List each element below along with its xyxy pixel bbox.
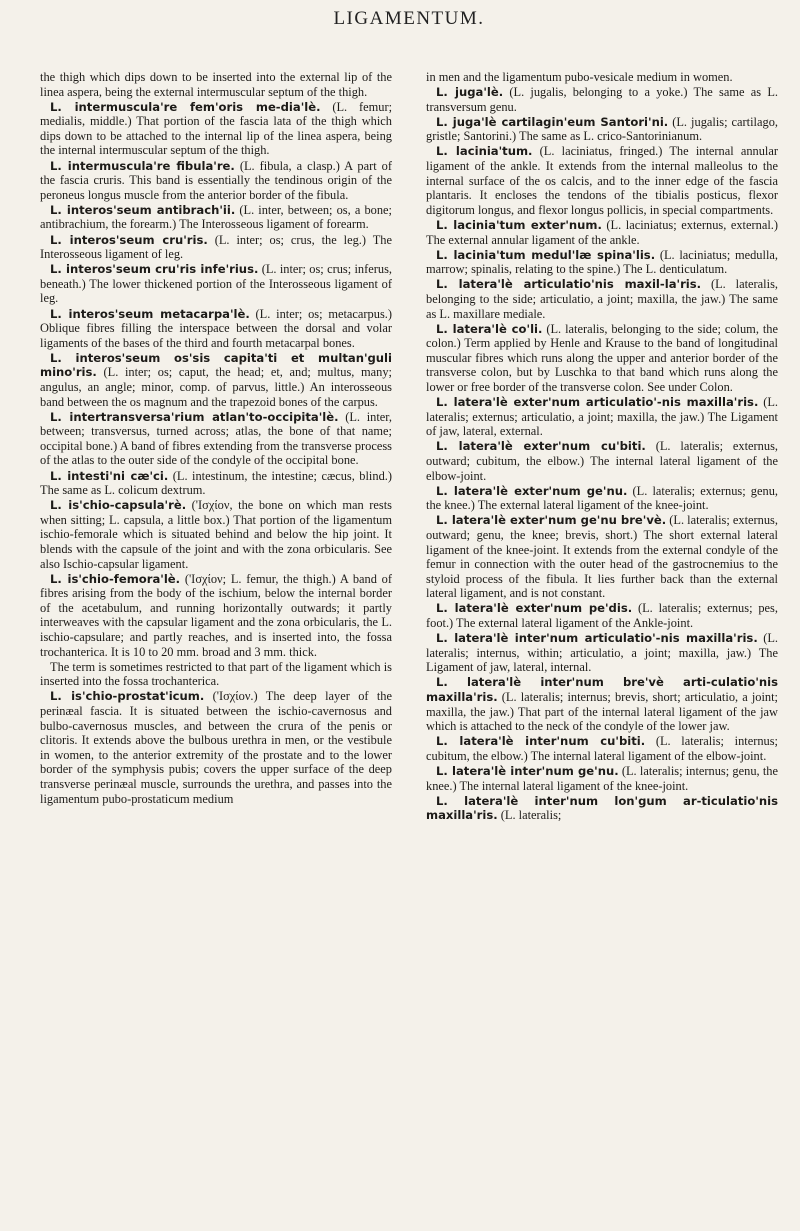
- dictionary-entry: [426, 734, 778, 763]
- running-head: LIGAMENTUM.: [333, 8, 485, 29]
- entry-definition: ('Ισχίον, the bone on which man rests when sitting; L. capsula, a little box.) That portion of the ligamentum ischio-femorale which is situated behind and below the hip joint. It blends with the capsule of the joint and with the zona orbicularis. See also Ischio-capsular ligament.: [40, 498, 392, 571]
- entry-headword: L. intermuscula're fem'oris me-dia'lè.: [50, 99, 321, 114]
- entry-headword: L. latera'lè inter'num lon'gum ar-ticulatio'nis maxilla'ris.: [426, 793, 778, 823]
- entry-headword: L. interos'seum antibrach'ii.: [50, 202, 236, 217]
- entry-headword: L. is'chio-prostat'icum.: [50, 689, 205, 704]
- entry-headword: L. latera'lè inter'num cu'biti.: [436, 734, 646, 749]
- dictionary-entry: [426, 395, 778, 439]
- dictionary-entry: [40, 307, 392, 351]
- dictionary-entry: [40, 233, 392, 262]
- dictionary-entry: [426, 675, 778, 733]
- dictionary-entry: [426, 631, 778, 675]
- entry-headword: L. juga'lè.: [436, 85, 504, 100]
- entry-definition: (L. lateralis; externus; articulatio, a joint; maxilla, the jaw.) The Ligament of jaw, lateral, external.: [426, 395, 779, 439]
- dictionary-entry: [426, 85, 778, 114]
- entry-definition: (L. lateralis; externus; pes, foot.) The external lateral ligament of the Ankle-joint.: [426, 601, 778, 630]
- dictionary-entry: [40, 159, 392, 203]
- dictionary-entry: [40, 469, 392, 498]
- dictionary-entry: [40, 410, 392, 468]
- dictionary-entry: [40, 660, 392, 689]
- dictionary-entry: [426, 764, 778, 793]
- entry-headword: L. latera'lè exter'num articulatio'-nis maxilla'ris.: [436, 395, 759, 410]
- dictionary-entry: [426, 439, 778, 483]
- entry-definition: (L. inter; os; crus, the leg.) The Interosseous ligament of leg.: [40, 232, 392, 262]
- dictionary-entry: [40, 262, 392, 306]
- entry-headword: L. intertransversa'rium atlan'to-occipita'lè.: [50, 409, 339, 424]
- dictionary-entry: [426, 248, 778, 277]
- entry-headword: L. latera'lè articulatio'nis maxil-la'ris.: [436, 277, 702, 292]
- dictionary-entry: [40, 203, 392, 232]
- entry-headword: L. interos'seum metacarpa'lè.: [50, 306, 250, 321]
- left-column: [40, 70, 392, 823]
- entry-definition: ('Ισχίον.) The deep layer of the perinæal fascia. It is situated between the ischio-cavernosus and bulbo-cavernosus muscles, and between the crura of the penis or clitoris. It extends above the bulbous urethra in men, or the vestibule in women, to the anterior extremity of the prostate and to the lower border of the symphysis pubis; covers the upper surface of the deep transverse perinæal muscle, surrounds the urethra, and passes into the ligamentum pubo-prostaticum medium: [40, 689, 392, 806]
- entry-headword: L. latera'lè inter'num bre'vè arti-culatio'nis maxilla'ris.: [426, 675, 778, 704]
- entry-definition: (L. lateralis; externus; genu, the knee.) The external lateral ligament of the knee-joint.: [426, 483, 778, 513]
- entry-headword: L. is'chio-capsula'rè.: [50, 498, 187, 513]
- entry-definition: (L. laciniatus, fringed.) The internal annular ligament of the ankle. It extends from the internal malleolus to the internal surface of the os calcis, and to the inner edge of the fascia plantaris. It encloses the tendons of the tibialis posticus, flexor digitorum longus, and flexor longus pollicis, in special compartments.: [426, 144, 779, 217]
- entry-definition: (L. intestinum, the intestine; cæcus, blind.) The same as L. colicum dextrum.: [40, 468, 392, 498]
- entry-headword: L. latera'lè exter'num ge'nu bre'vè.: [436, 513, 667, 528]
- entry-headword: L. lacinia'tum.: [436, 144, 533, 159]
- entry-definition: (L. laciniatus; medulla, marrow; spinalis, relating to the spine.) The L. denticulatum.: [426, 247, 778, 277]
- entry-headword: L. juga'lè cartilagin'eum Santori'ni.: [436, 114, 669, 129]
- entry-definition: (L. lateralis, belonging to the side; colum, the colon.) Term applied by Henle and Krause to the band of longitudinal muscular fibres which runs along the upper and anterior border of the transverse colon, but by Luschka to that band which runs along the lower or free border of the transverse colon. See under Colon.: [426, 321, 778, 394]
- entry-headword: L. latera'lè co'li.: [436, 321, 543, 336]
- entry-headword: L. intermuscula're fibula're.: [50, 158, 235, 173]
- dictionary-entry: [40, 689, 392, 806]
- dictionary-entry: [426, 218, 778, 247]
- entry-definition: (L. inter, between; os, a bone; antibrachium, the forearm.) The Interosseous ligament of forearm.: [40, 202, 392, 232]
- entry-headword: L. interos'seum os'sis capita'ti et multan'guli mino'ris.: [40, 350, 392, 380]
- dictionary-entry: [426, 277, 778, 321]
- entry-definition: (L. inter; os; metacarpus.) Oblique fibres filling the interspace between the dorsal and volar ligaments of the bases of the third and fourth metacarpal bones.: [40, 306, 392, 350]
- entry-definition: (L. lateralis; externus, outward; cubitum, the elbow.) The internal lateral ligament of the elbow-joint.: [426, 439, 778, 483]
- dictionary-entry: [426, 601, 778, 630]
- entry-definition: (L. jugalis; cartilago, gristle; Santorini.) The same as L. crico-Santorinianum.: [426, 114, 778, 144]
- columns: [40, 70, 778, 823]
- entry-definition: (L. inter, between; transversus, turned across; atlas, the bone of that name; occipital bone.) A band of fibres extending from the transverse process of the atlas to the outer side of the condyle of the occipital bone.: [40, 409, 392, 468]
- entry-definition: (L. jugalis, belonging to a yoke.) The same as L. transversum genu.: [426, 85, 778, 114]
- entry-headword: L. latera'lè exter'num ge'nu.: [436, 483, 628, 498]
- entry-headword: L. latera'lè inter'num ge'nu.: [436, 763, 619, 778]
- dictionary-entry: [40, 351, 392, 409]
- dictionary-entry: [426, 115, 778, 144]
- entry-headword: L. lacinia'tum medul'læ spina'lis.: [436, 247, 656, 262]
- dictionary-entry: [426, 70, 778, 85]
- entry-headword: L. latera'lè inter'num articulatio'-nis maxilla'ris.: [436, 631, 758, 646]
- dictionary-entry: [40, 100, 392, 158]
- entry-definition: (L. lateralis;: [497, 808, 562, 823]
- dictionary-entry: [426, 794, 778, 823]
- entry-definition: in men and the ligamentum pubo-vesicale medium in women.: [426, 70, 733, 84]
- dictionary-entry: [426, 144, 778, 217]
- entry-definition: the thigh which dips down to be inserted into the external lip of the linea aspera, being the external intermuscular septum of the thigh.: [40, 70, 392, 99]
- entry-definition: (L. lateralis; internus; genu, the knee.) The internal lateral ligament of the knee-joint.: [426, 763, 778, 793]
- dictionary-entry: [426, 513, 778, 601]
- entry-definition: (L. lateralis, belonging to the side; articulatio, a joint; maxilla, the jaw.) The same as L. maxillare mediale.: [426, 277, 778, 321]
- entry-headword: L. intesti'ni cæ'ci.: [50, 468, 169, 483]
- entry-definition: (L. inter; os; crus; inferus, beneath.) The lower thickened portion of the Interosseous ligament of leg.: [40, 262, 392, 306]
- entry-definition: (L. lateralis; internus; cubitum, the elbow.) The internal lateral ligament of the elbow-joint.: [426, 734, 778, 763]
- entry-headword: L. latera'lè exter'num pe'dis.: [436, 601, 633, 616]
- entry-definition: (L. lateralis; internus; brevis, short; articulatio, a joint; maxilla, the jaw.) That part of the internal lateral ligament of the jaw which is attached to the neck of the condyle of the lower jaw.: [426, 689, 778, 734]
- entry-headword: L. interos'seum cru'ris.: [50, 232, 208, 247]
- entry-definition: ('Ισχίον; L. femur, the thigh.) A band of fibres arising from the body of the ischium, below the internal border of the acetabulum, and running horizontally outwards; it partly interweaves with the capsular ligament and the zona orbicularis, the L. ischio-capsulare; and partly reaches, and is inserted into, the fossa trochanterica. It is 10 to 20 mm. broad and 3 mm. thick.: [40, 571, 392, 659]
- dictionary-entry: [40, 498, 392, 571]
- entry-definition: (L. femur; medialis, middle.) That portion of the fascia lata of the thigh which dips down to be attached to the internal lip of the linea aspera, being the internal intermuscular septum of the thigh.: [40, 99, 393, 158]
- entry-definition: (L. fibula, a clasp.) A part of the fascia cruris. This band is essentially the tendinous origin of the peroneus longus muscle from the anterior border of the fibula.: [40, 158, 393, 202]
- entry-definition: (L. laciniatus; externus, external.) The external annular ligament of the ankle.: [426, 217, 778, 247]
- dictionary-entry: [426, 484, 778, 513]
- entry-headword: L. interos'seum cru'ris infe'rius.: [50, 262, 259, 277]
- dictionary-entry: [426, 322, 778, 395]
- dictionary-entry: [40, 572, 392, 660]
- entry-headword: L. latera'lè exter'num cu'biti.: [436, 439, 646, 454]
- dictionary-entry: [40, 70, 392, 99]
- entry-definition: (L. lateralis; internus, within; articulatio, a joint; maxilla, jaw.) The Ligament of jaw, lateral, internal.: [426, 631, 779, 675]
- entry-definition: The term is sometimes restricted to that part of the ligament which is inserted into the fossa trochanterica.: [40, 659, 392, 689]
- right-column: [426, 70, 778, 823]
- entry-headword: L. lacinia'tum exter'num.: [436, 217, 602, 232]
- entry-headword: L. is'chio-femora'lè.: [50, 571, 181, 586]
- entry-definition: (L. lateralis; externus, outward; genu, the knee; brevis, short.) The short external lateral ligament of the knee-joint. It extends from the external condyle of the femur in connection with the outer head of the gastrocnemius to the styloid process of the fibula. It lies further back than the external lateral ligament, and is not constant.: [426, 513, 778, 601]
- entry-definition: (L. inter; os; caput, the head; et, and; multus, many; angulus, an angle; minor, comp. of parvus, little.) An interosseous band between the os magnum and the trapezoid bones of the carpus.: [40, 365, 392, 409]
